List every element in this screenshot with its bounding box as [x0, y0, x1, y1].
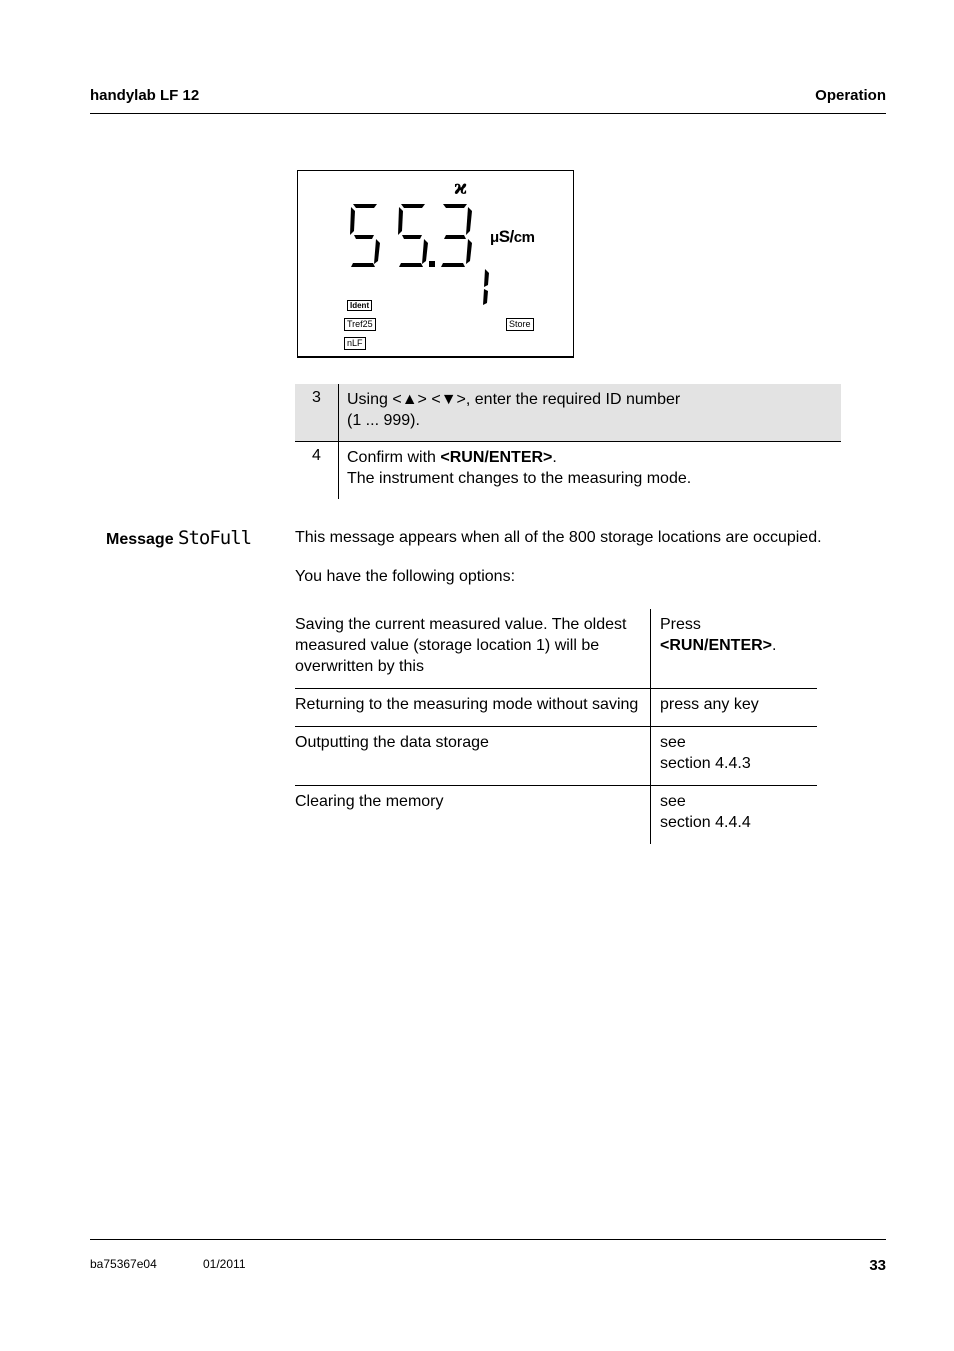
document-number: ba75367e04 [90, 1257, 157, 1271]
message-label: Message [106, 531, 174, 548]
step-text-line2: The instrument changes to the measuring mode. [347, 470, 692, 487]
unit-label [490, 227, 534, 247]
section-title: Operation [815, 87, 886, 104]
down-arrow-icon: ▼ [440, 391, 457, 408]
option-action-text: see [660, 793, 686, 810]
option-description: Returning to the measuring mode without saving [295, 689, 651, 726]
steps-table [295, 384, 841, 499]
step-row [295, 384, 841, 441]
tref25-indicator: Tref25 [344, 318, 376, 331]
unit-mu: μ [490, 229, 499, 246]
step-instruction [339, 384, 841, 441]
run-enter-key: <RUN/ENTER> [660, 637, 773, 654]
section-reference: section 4.4.4 [660, 814, 751, 831]
step-text-part: > < [417, 391, 441, 408]
footer-rule [90, 1239, 886, 1240]
option-action [651, 727, 817, 785]
option-action-text: press any key [660, 696, 759, 713]
unit-siemens: S/ [498, 227, 514, 246]
section-reference: section 4.4.3 [660, 755, 751, 772]
document-title: handylab LF 12 [90, 87, 200, 104]
store-indicator: Store [506, 318, 534, 331]
options-intro: You have the following options: [295, 568, 516, 585]
step-text-part: >, enter the required ID number [456, 391, 681, 408]
step-text-part: . [552, 449, 557, 466]
option-action-text: . [772, 637, 777, 654]
step-number: 4 [295, 442, 339, 499]
page-number: 33 [869, 1257, 886, 1274]
option-description: Saving the current measured value. The oldest measured value (storage location 1) will be overwritten by this [295, 609, 651, 688]
option-action [651, 689, 817, 726]
option-description: Outputting the data storage [295, 727, 651, 785]
message-heading [106, 527, 251, 549]
message-description: This message appears when all of the 800 storage locations are occupied. [295, 529, 822, 546]
options-table [295, 609, 817, 844]
option-description: Clearing the memory [295, 786, 651, 844]
option-row [295, 689, 817, 727]
step-text-line2: (1 ... 999). [347, 412, 420, 429]
step-row [295, 442, 841, 499]
run-enter-key: <RUN/ENTER> [440, 449, 553, 466]
step-text-part: Using < [347, 391, 402, 408]
option-row [295, 727, 817, 786]
step-text-part: Confirm with [347, 449, 441, 466]
option-action [651, 609, 817, 688]
option-action [651, 786, 817, 844]
option-action-text: Press [660, 616, 701, 633]
conductivity-symbol: ϰ [454, 175, 468, 199]
nlf-indicator: nLF [344, 337, 366, 350]
up-arrow-icon: ▲ [401, 391, 418, 408]
option-action-text: see [660, 734, 686, 751]
message-code: StoFull [178, 527, 252, 549]
step-instruction [339, 442, 841, 499]
ident-indicator: Ident [347, 300, 372, 311]
option-row [295, 609, 817, 689]
id-number-display [479, 267, 493, 307]
step-number: 3 [295, 384, 339, 441]
unit-cm: cm [513, 229, 535, 246]
header-rule [90, 113, 886, 114]
option-row [295, 786, 817, 844]
document-date: 01/2011 [203, 1257, 246, 1271]
lcd-display [297, 170, 574, 358]
